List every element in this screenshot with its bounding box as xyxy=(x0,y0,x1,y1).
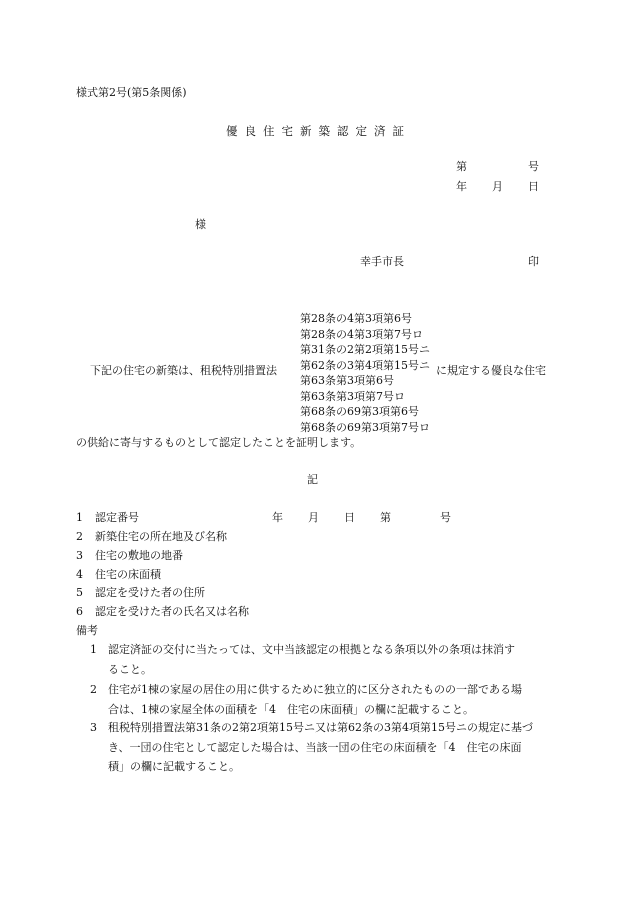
note-text: き、一団の住宅として認定した場合は、当該一団の住宅の床面積を「4 住宅の床面 xyxy=(108,740,522,754)
note-1 xyxy=(90,640,550,679)
item1-nen: 年 xyxy=(272,511,283,524)
law-article: 第63条第3項第6号 xyxy=(300,374,394,387)
item-lot-number xyxy=(76,549,183,563)
item-label: 認定を受けた者の住所 xyxy=(95,586,205,599)
addressee-sama: 様 xyxy=(195,218,206,231)
note-text: 住宅が1棟の家屋の居住の用に供するために独立的に区分されたものの一部である場 xyxy=(108,683,522,696)
item-location-name xyxy=(76,530,227,544)
date-gatsu: 月 xyxy=(492,180,503,193)
note-2 xyxy=(90,680,550,719)
item1-dai: 第 xyxy=(380,511,391,524)
item1-gatsu: 月 xyxy=(308,511,319,524)
document-title: 優良住宅新築認定済証 xyxy=(226,124,411,138)
item1-nichi: 日 xyxy=(344,511,355,524)
form-label: 様式第2号(第5条関係) xyxy=(76,86,187,99)
item-label: 住宅の敷地の地番 xyxy=(95,549,183,562)
item-num: 3 xyxy=(76,549,83,562)
item-recipient-name xyxy=(76,605,249,619)
item-num: 6 xyxy=(76,605,83,618)
notes-heading: 備考 xyxy=(76,624,98,637)
note-num: 1 xyxy=(90,643,97,656)
note-3 xyxy=(90,718,550,777)
item-num: 4 xyxy=(76,568,83,581)
note-num: 3 xyxy=(90,721,97,734)
statement-lead: 下記の住宅の新築は、租税特別措置法 xyxy=(90,364,277,377)
item-label: 新築住宅の所在地及び名称 xyxy=(95,530,227,543)
item-label: 認定番号 xyxy=(95,511,139,524)
statement-trail: に規定する優良な住宅 xyxy=(436,364,546,377)
item-num: 5 xyxy=(76,586,83,599)
note-text: 認定済証の交付に当たっては、文中当該認定の根拠となる条項以外の条項は抹消す xyxy=(108,643,515,656)
number-dai: 第 xyxy=(456,160,467,173)
note-text: 合は、1棟の家屋全体の面積を「4 住宅の床面積」の欄に記載すること。 xyxy=(108,702,474,716)
date-nichi: 日 xyxy=(528,180,539,193)
law-article: 第28条の4第3項第7号ロ xyxy=(300,327,423,341)
law-article: 第63条第3項第7号ロ xyxy=(300,389,405,403)
issuer-name: 幸手市長 xyxy=(360,255,404,268)
item-label: 認定を受けた者の氏名又は名称 xyxy=(95,605,249,618)
item1-go: 号 xyxy=(440,511,451,524)
law-article: 第31条の2第2項第15号ニ xyxy=(300,343,430,356)
item-label: 住宅の床面積 xyxy=(95,568,161,581)
item-num: 1 xyxy=(76,511,83,524)
item-num: 2 xyxy=(76,530,83,543)
date-nen: 年 xyxy=(456,180,467,193)
law-article: 第62条の3第4項第15号ニ xyxy=(300,358,430,372)
statement-closing: の供給に寄与するものとして認定したことを証明します。 xyxy=(76,436,362,449)
item-certification-number xyxy=(76,511,139,525)
item-recipient-address xyxy=(76,586,205,600)
law-article: 第68条の69第3項第6号 xyxy=(300,405,419,418)
number-go: 号 xyxy=(528,160,539,173)
law-article: 第68条の69第3項第7号ロ xyxy=(300,420,430,434)
note-text: 積」の欄に記載すること。 xyxy=(108,760,240,773)
law-article: 第28条の4第3項第6号 xyxy=(300,312,412,325)
note-text: 租税特別措置法第31条の2第2項第15号ニ又は第62条の3第4項第15号ニの規定に基づ xyxy=(108,721,533,734)
law-article-list xyxy=(300,311,434,435)
ki-heading: 記 xyxy=(307,473,318,486)
issuer-seal: 印 xyxy=(528,255,539,268)
note-text: ること。 xyxy=(108,662,152,676)
item-floor-area xyxy=(76,568,161,582)
note-num: 2 xyxy=(90,683,97,696)
